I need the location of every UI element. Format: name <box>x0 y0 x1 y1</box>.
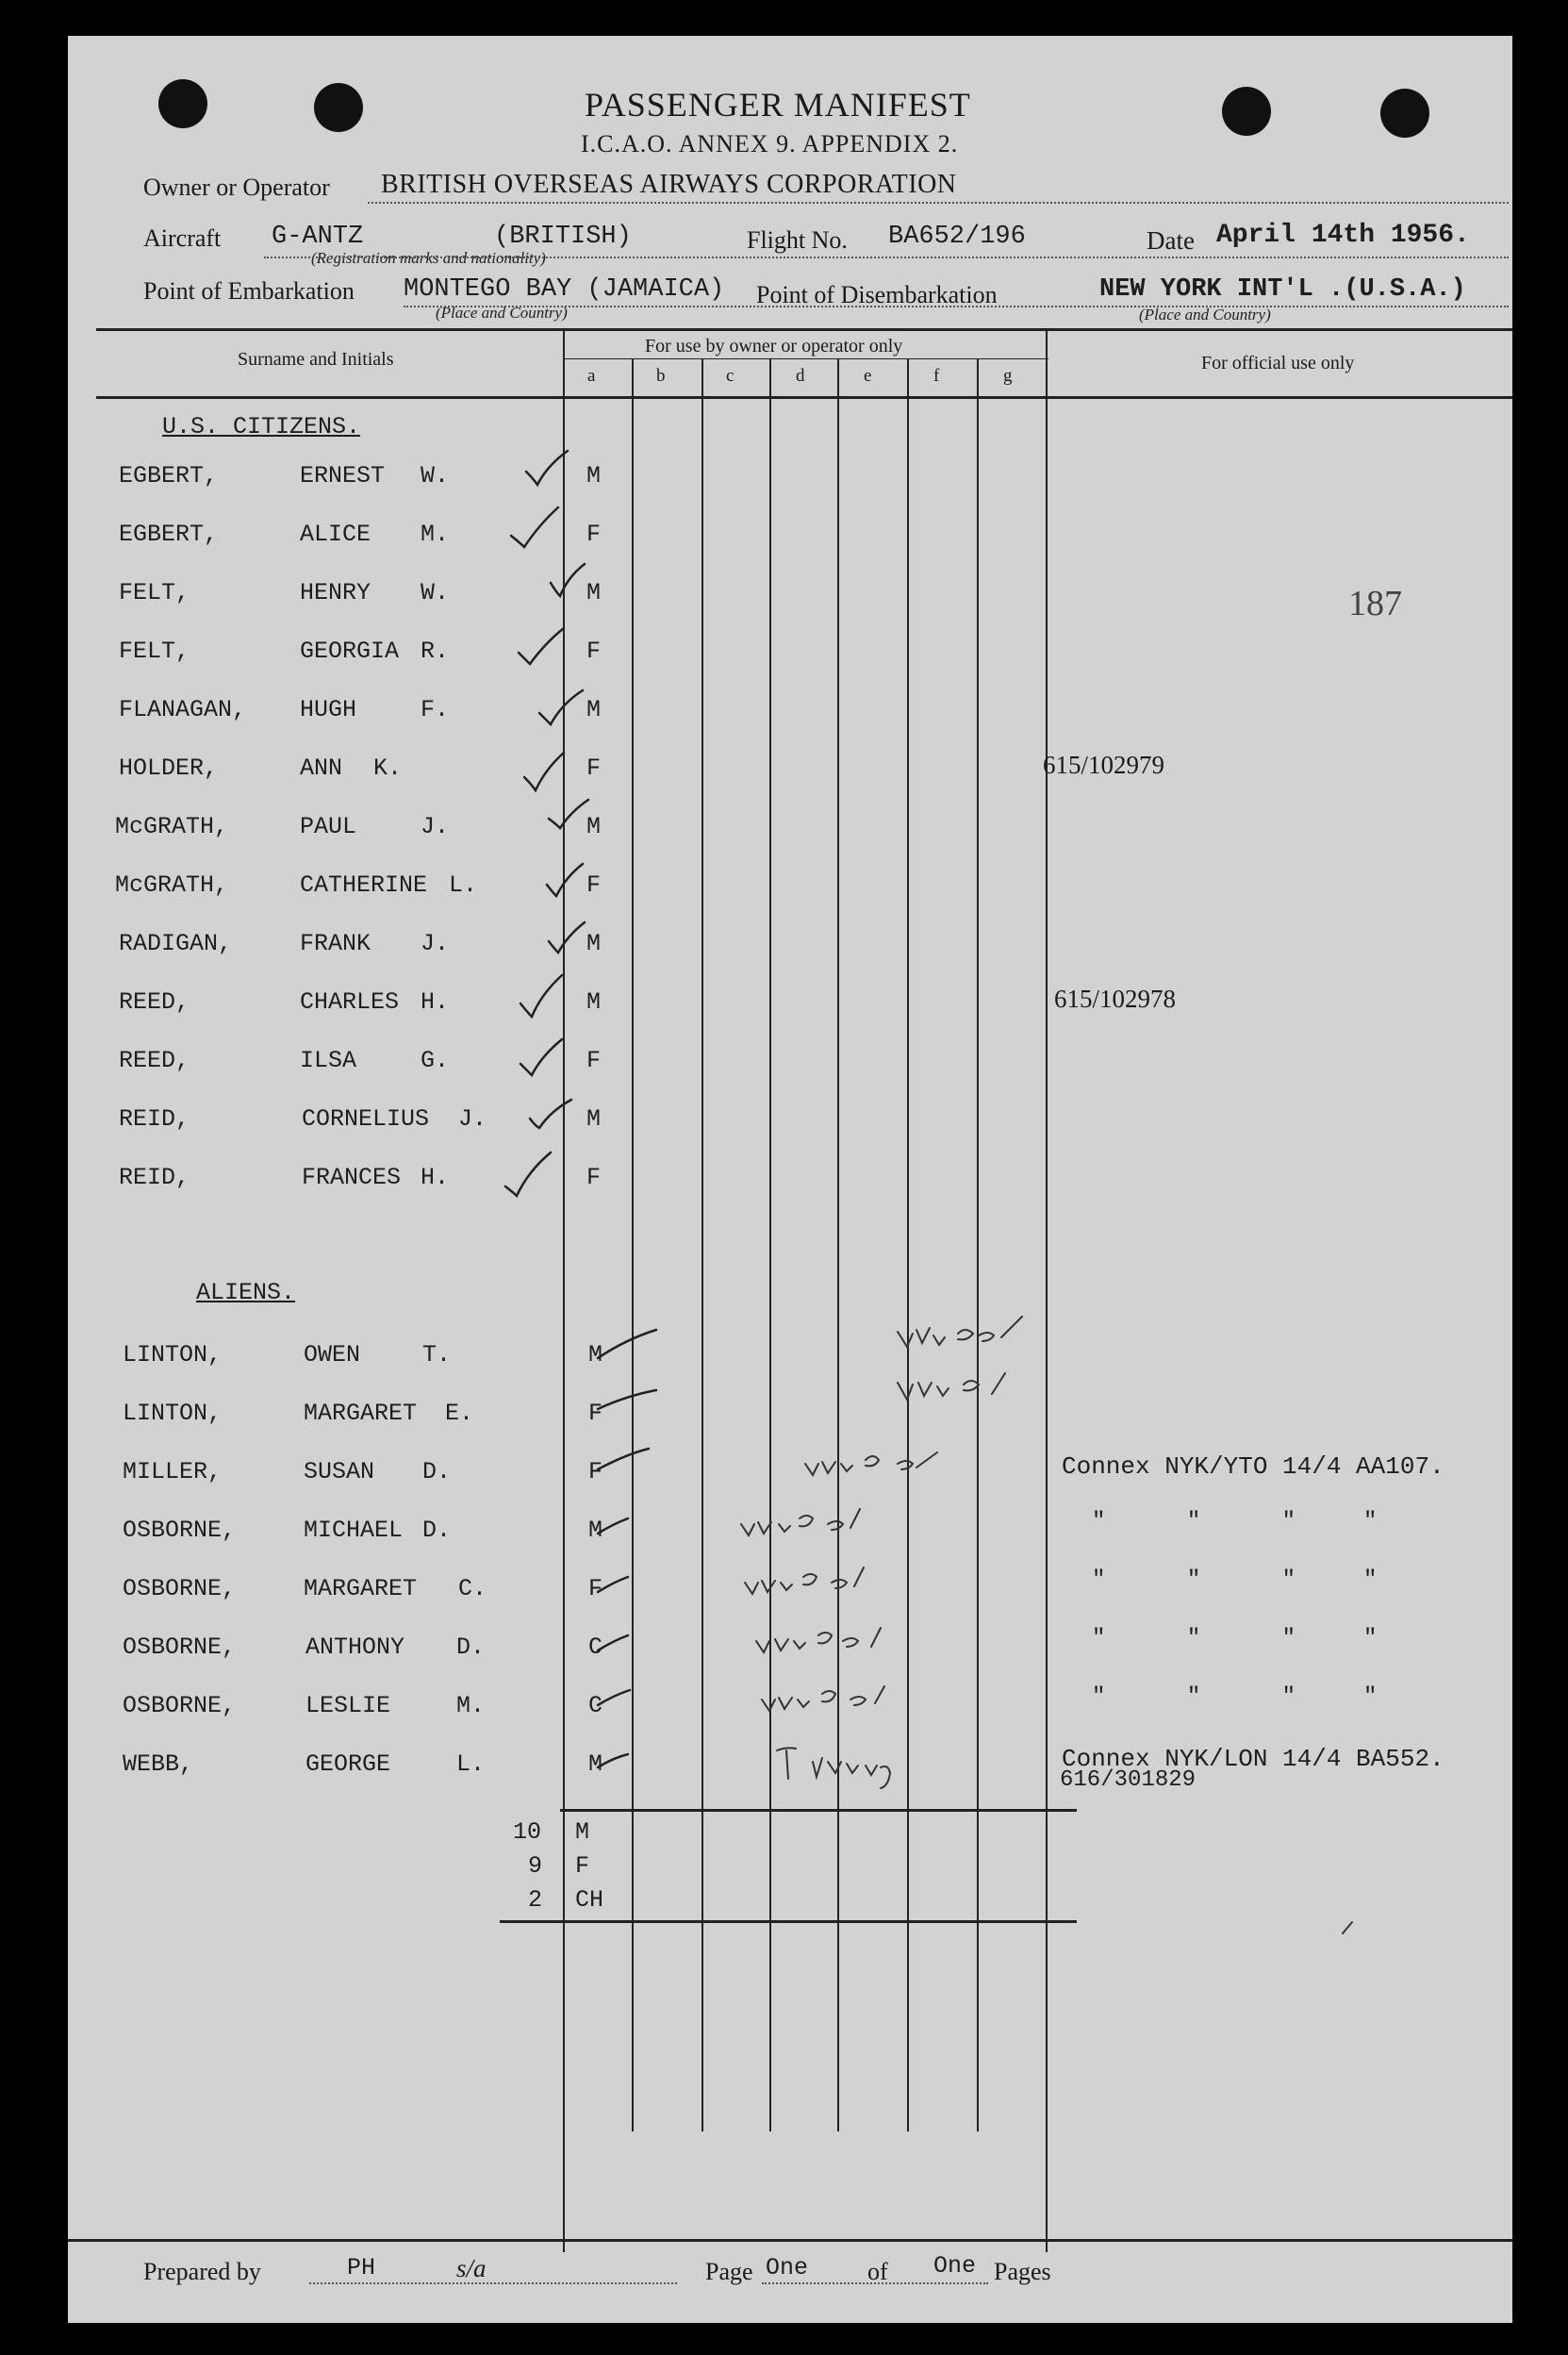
sex-code: M <box>586 930 602 957</box>
given-name: SUSAN <box>304 1458 375 1485</box>
given-name: CORNELIUS <box>302 1105 430 1133</box>
stamp-number: 187 <box>1348 584 1402 623</box>
given-name: HUGH <box>300 696 357 723</box>
owner-value: BRITISH OVERSEAS AIRWAYS CORPORATION <box>381 170 957 199</box>
owner-use-header: For use by owner or operator only <box>645 336 903 357</box>
initial: F. <box>421 696 450 723</box>
col-g-header: g <box>1003 366 1013 386</box>
initial: T. <box>422 1341 452 1368</box>
handwritten-marks <box>68 36 1512 2323</box>
initial: L. <box>449 871 478 899</box>
official-note-2: 616/301829 <box>1060 1767 1197 1793</box>
initial: R. <box>421 638 450 665</box>
initial: J. <box>421 813 450 840</box>
sex-code: F <box>586 1047 602 1074</box>
sex-code: F <box>588 1458 603 1485</box>
initial: D. <box>456 1634 486 1661</box>
date-value: April 14th 1956. <box>1216 221 1470 250</box>
official-use-header: For official use only <box>1201 353 1355 373</box>
surname: HOLDER, <box>119 755 219 782</box>
page-label: Page <box>705 2258 753 2285</box>
initial: M. <box>456 1692 486 1719</box>
initial: C. <box>458 1575 487 1602</box>
surname: McGRATH, <box>115 813 229 840</box>
surname: FELT, <box>119 638 190 665</box>
sex-code: M <box>586 988 602 1016</box>
given-name: FRANK <box>300 930 371 957</box>
sex-code: F <box>586 755 602 782</box>
sex-code: M <box>588 1517 603 1544</box>
flight-value: BA652/196 <box>888 223 1026 251</box>
date-label: Date <box>1147 226 1195 255</box>
given-name: MICHAEL <box>304 1517 404 1544</box>
given-name: ERNEST <box>300 462 386 489</box>
total-count: 9 <box>528 1852 543 1880</box>
surname: REID, <box>119 1105 190 1133</box>
section-us-citizens: U.S. CITIZENS. <box>162 413 361 440</box>
col-a-header: a <box>587 366 596 386</box>
initial: W. <box>421 579 450 606</box>
prepared-by-suffix: s/a <box>456 2254 487 2282</box>
surname: REED, <box>119 988 190 1016</box>
initial: M. <box>421 521 450 548</box>
total-count: 2 <box>528 1886 543 1914</box>
initial: H. <box>421 988 450 1016</box>
given-name: ANTHONY <box>305 1634 405 1661</box>
col-f-header: f <box>933 366 940 386</box>
initial: L. <box>456 1750 486 1778</box>
section-aliens: ALIENS. <box>196 1279 296 1306</box>
manifest-subtitle: I.C.A.O. ANNEX 9. APPENDIX 2. <box>581 130 959 158</box>
prepared-by-label: Prepared by <box>143 2258 261 2285</box>
initial: D. <box>422 1517 452 1544</box>
disembarkation-note: (Place and Country) <box>1139 306 1271 323</box>
surname: OSBORNE, <box>123 1692 237 1719</box>
sex-code: F <box>586 1164 602 1191</box>
surname: RADIGAN, <box>119 930 233 957</box>
given-name: OWEN <box>304 1341 361 1368</box>
given-name: GEORGE <box>305 1750 391 1778</box>
prepared-by-value: PH <box>347 2254 376 2281</box>
sex-code: M <box>588 1750 603 1778</box>
surname: McGRATH, <box>115 871 229 899</box>
sex-code: M <box>586 462 602 489</box>
total-code: M <box>575 1818 590 1846</box>
aircraft-nationality: (BRITISH) <box>494 223 632 251</box>
given-name: ALICE <box>300 521 371 548</box>
surname: LINTON, <box>123 1341 223 1368</box>
ditto-marks: " " " " <box>1092 1567 1378 1593</box>
initial: D. <box>422 1458 452 1485</box>
manifest-title: PASSENGER MANIFEST <box>585 86 971 124</box>
aircraft-note: (Registration marks and nationality) <box>311 249 546 267</box>
sex-code: F <box>588 1575 603 1602</box>
of-label: of <box>867 2258 888 2285</box>
surname: OSBORNE, <box>123 1517 237 1544</box>
initial: W. <box>421 462 450 489</box>
ditto-marks: " " " " <box>1092 1509 1378 1534</box>
initial: G. <box>421 1047 450 1074</box>
ditto-marks: " " " " <box>1092 1684 1378 1710</box>
total-count: 10 <box>513 1818 542 1846</box>
given-name: GEORGIA <box>300 638 400 665</box>
sex-code: C <box>588 1692 603 1719</box>
given-name: ANN <box>300 755 343 782</box>
official-note: 615/102978 <box>1054 985 1177 1013</box>
ditto-marks: " " " " <box>1092 1626 1378 1651</box>
sex-code: F <box>586 638 602 665</box>
given-name: ILSA <box>300 1047 357 1074</box>
given-name: PAUL <box>300 813 357 840</box>
sex-code: M <box>586 696 602 723</box>
surname: MILLER, <box>123 1458 223 1485</box>
sex-code: F <box>586 521 602 548</box>
surname: REED, <box>119 1047 190 1074</box>
surname-header: Surname and Initials <box>238 349 394 370</box>
sex-code: F <box>588 1400 603 1427</box>
surname: OSBORNE, <box>123 1634 237 1661</box>
official-note: 615/102979 <box>1043 751 1165 779</box>
surname: OSBORNE, <box>123 1575 237 1602</box>
col-c-header: c <box>726 366 734 386</box>
initial: H. <box>421 1164 450 1191</box>
given-name: MARGARET <box>304 1575 418 1602</box>
col-d-header: d <box>796 366 805 386</box>
sex-code: M <box>586 579 602 606</box>
given-name: HENRY <box>300 579 371 606</box>
flight-label: Flight No. <box>747 226 848 254</box>
sex-code: M <box>586 1105 602 1133</box>
disembarkation-label: Point of Disembarkation <box>756 281 998 308</box>
col-b-header: b <box>656 366 666 386</box>
page-value: One <box>766 2254 809 2281</box>
initial: J. <box>421 930 450 957</box>
sex-code: C <box>588 1634 603 1661</box>
sex-code: M <box>588 1341 603 1368</box>
total-code: CH <box>575 1886 604 1914</box>
col-e-header: e <box>864 366 872 386</box>
sex-code: F <box>586 871 602 899</box>
given-name: LESLIE <box>305 1692 391 1719</box>
embarkation-label: Point of Embarkation <box>143 277 355 305</box>
initial: J. <box>458 1105 487 1133</box>
surname: EGBERT, <box>119 521 219 548</box>
aircraft-label: Aircraft <box>143 224 222 252</box>
of-value: One <box>933 2252 977 2280</box>
given-name: CATHERINE <box>300 871 428 899</box>
surname: REID, <box>119 1164 190 1191</box>
surname: LINTON, <box>123 1400 223 1427</box>
pages-label: Pages <box>994 2258 1051 2285</box>
surname: WEBB, <box>123 1750 194 1778</box>
surname: FLANAGAN, <box>119 696 247 723</box>
embarkation-note: (Place and Country) <box>436 304 568 322</box>
official-note: Connex NYK/LON 14/4 BA552. <box>1062 1745 1444 1773</box>
official-note: Connex NYK/YTO 14/4 AA107. <box>1062 1452 1444 1481</box>
sex-code: M <box>586 813 602 840</box>
manifest-sheet <box>68 36 1512 2323</box>
owner-label: Owner or Operator <box>143 174 330 201</box>
aircraft-value: G-ANTZ <box>272 223 364 251</box>
total-code: F <box>575 1852 590 1880</box>
surname: EGBERT, <box>119 462 219 489</box>
disembarkation-value: NEW YORK INT'L .(U.S.A.) <box>1099 275 1466 304</box>
given-name: MARGARET <box>304 1400 418 1427</box>
initial: E. <box>445 1400 474 1427</box>
surname: FELT, <box>119 579 190 606</box>
given-name: FRANCES <box>302 1164 402 1191</box>
given-name: CHARLES <box>300 988 400 1016</box>
initial: K. <box>373 755 403 782</box>
embarkation-value: MONTEGO BAY (JAMAICA) <box>404 275 725 304</box>
